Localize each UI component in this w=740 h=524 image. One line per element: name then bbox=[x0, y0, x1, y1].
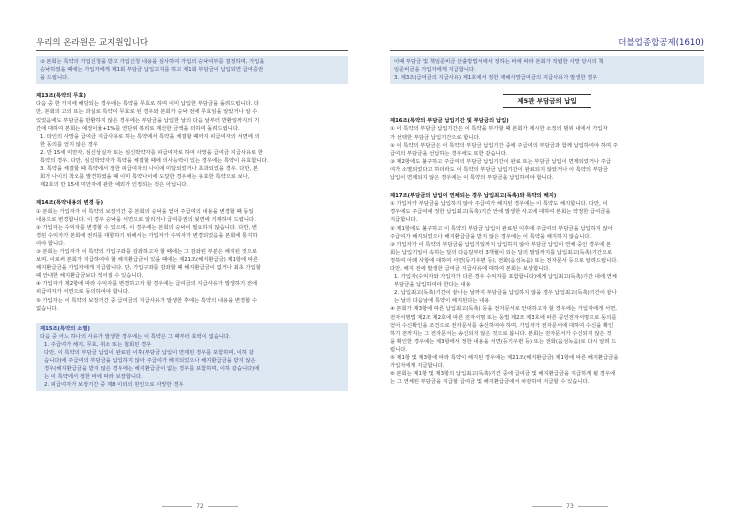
list-item: 1. 주급여가 해지, 무효, 취소 또는 철회된 경우 bbox=[44, 341, 152, 348]
text-line: 다음 중 어느 하나의 사유가 발생한 경우에는 이 특약은 그 때부터 효력이 없습니다. bbox=[40, 333, 231, 340]
page-number-text: 73 bbox=[566, 503, 574, 510]
text-line: 경우에도 주급여에 정한 납입최고(독촉)기간 안에 발생한 사고에 대하여 본회는 약정한 급여금을 bbox=[390, 209, 611, 216]
text-line: ③ 제2항에도 불구하고 주급여의 부담금 납입기간이 완료 또는 부담금 납입이 면제되었거나 주급 bbox=[390, 158, 612, 165]
text-line: ⑤ 제1항 및 제3항에 따라 특약이 해지된 경우에는 제21조(해지환급금) 제1항에 따른 해지환급금을 bbox=[390, 355, 619, 361]
text-line: 있었음에도 부담금을 반환하지 않은 경우에는 부담금을 납입한 날의 다음 날부터 반환일까지의 기 bbox=[36, 117, 260, 124]
text-line: ③ 가입자가 이 특약의 부담금을 납입기일까지 납입하지 않아 부담금 납입이 연체 중인 경우에 본 bbox=[390, 241, 612, 248]
text-line: ① 이 특약의 부담금 납입기간은 이 특약을 부가할 때 본회가 제시한 소정의 범위 내에서 가입자 bbox=[390, 126, 608, 133]
right-note-box bbox=[390, 56, 704, 84]
text-line: 을 확인한 경우에는 제3항에서 정한 내용을 서면(등기우편 등) 또는 전화(음성녹음)로 다시 알려 드 bbox=[390, 338, 617, 345]
right-page-header: 더블업종합공제(1610) bbox=[618, 38, 704, 48]
text-line: 지급합니다. bbox=[390, 217, 418, 224]
text-line: ⑤ 가입자는 이 특약의 보장기간 중 급여금의 지급사유가 발생한 후에는 특약의 내용을 변경할 수 bbox=[36, 297, 258, 304]
text-line: 회는 납입기일이 속하는 달의 다음달부터 3개월이 되는 달의 말일까지를 납입최고(독촉)기간으로 bbox=[390, 249, 613, 256]
text-line: 납입이 면제되지 않은 경우에는 이 특약의 부담금을 납입하여야 합니다. bbox=[390, 175, 554, 182]
article-16-title: 제16조(특약의 부담금 납입기간 및 부담금의 납입) bbox=[390, 118, 509, 125]
text-line: 임준비금을 가입자에게 지급합니다. bbox=[394, 67, 476, 74]
text-line: 립니다. bbox=[390, 346, 408, 353]
left-page-header: 우리의 온라원은 교지원입니다 bbox=[36, 38, 149, 48]
text-line: ③ 본회는 가입자가 이 특약의 가입구좌를 감좌하고자 할 때에는 그 감좌된 부분은 해지된 것으로 bbox=[36, 248, 258, 255]
text-line: ② 제1항에도 불구하고 이 특약의 부담금 납입이 완료된 이후에 주급여의 부담금을 납입하지 않아 bbox=[390, 225, 613, 232]
text-line: 간에 대하여 본회는 예정이율+1%를 연단위 복리로 계산한 금액을 더하여 돌려드립니다. bbox=[36, 125, 240, 132]
list-item: 1. 가입자(수익자와 가입자가 다른 경우 수익자를 포함합니다)에게 납입최고(독촉)기간 내에 연체 bbox=[394, 274, 617, 281]
list-item: 3. 특약을 체결할 때 특약에서 정한 피급여자의 나이에 미달되었거나 초과되었을 경우. 다만, 본 bbox=[40, 166, 258, 173]
text-line: 을 드립니다. bbox=[40, 75, 69, 82]
text-line: 때 안내한 해지환급금보다 적어질 수 있습니다. bbox=[36, 273, 144, 280]
text-line: 보며, 이로써 본회가 지급하여야 할 해지환급금이 있을 때에는 제21조(해지환급금) 제1항에 따른 bbox=[36, 257, 259, 264]
left-note-box bbox=[36, 56, 348, 84]
text-line: ② 이 특약의 부담금은 이 특약의 부담금 납입기간 중에 주급여의 부담금과 함께 납입하여야 하며 주 bbox=[390, 142, 618, 149]
text-line: 하기 전까지는 그 전자문서는 송신되지 않은 것으로 봅니다. 본회는 전자문서가 수신되지 않은 것 bbox=[390, 330, 612, 337]
text-line: 없습니다. bbox=[36, 305, 59, 312]
article-13-title: 제13조(특약의 무효) bbox=[36, 93, 86, 100]
text-line: 다만, 해지 전에 발생한 급여금 지급사유에 대하여 본회는 보상합니다. bbox=[390, 265, 551, 272]
section-title bbox=[390, 94, 704, 108]
text-line: 여가 소멸되었다고 하더라도 이 특약의 부담금 납입기간이 완료되지 않았거나 이 특약의 부담금 bbox=[390, 166, 609, 173]
text-line: ④ 가입자가 제2항에 따라 수익자를 변경하고자 할 경우에는 급여금의 지급사유가 발생하기 전에 bbox=[36, 281, 258, 288]
text-line: 가 선택한 부담금 납입기간으로 합니다. bbox=[390, 134, 481, 141]
text-line: ① 본회는 가입자가 이 특약의 보장기간 중 본회의 승낙을 얻어 주급여의 내용을 변경할 때 동일 bbox=[36, 208, 254, 215]
right-header-rule bbox=[390, 50, 704, 51]
right-page bbox=[370, 0, 740, 524]
list-item: 는 날의 다음날에 특약이 해지된다는 내용 bbox=[394, 298, 490, 305]
text-line: 다음 중 한 가지에 해당되는 경우에는 특약을 무효로 하며 이미 납입한 부담금을 돌려드립니다. 다 bbox=[36, 101, 260, 108]
text-line: 내용으로 변경합니다. 이 경우 승낙을 서면으로 알리거나 급여증권의 뒷면에 기재하여 드립니다. bbox=[36, 216, 256, 223]
article-14-title: 제14조(특약내용의 변경 등) bbox=[36, 200, 104, 207]
list-item: 회가 나이의 착오를 발견하였을 때 이미 특약나이에 도달한 경우에는 유효한 특약으로 보나, bbox=[40, 174, 250, 181]
left-page-content bbox=[36, 56, 348, 391]
article-15-title: 제15조(특약의 소멸) bbox=[40, 325, 90, 332]
text-line: 전자서명법 제2조 제2호에 따른 전자서명 또는 동법 제2조 제3호에 따른 공인전자서명으로 동의를 bbox=[390, 314, 617, 321]
list-item: 부담금을 납입하여야 한다는 내용 bbox=[394, 282, 471, 289]
list-item: 는 이 특약에서 정한 바에 따라 보장합니다. bbox=[44, 374, 143, 381]
text-line: 해지환급금을 가입자에게 지급합니다. 단, 가입구좌를 감좌할 때 해지환급금이 없거나 최초 가입할 bbox=[36, 265, 261, 272]
text-line: 급여의 부담금을 선납하는 경우에도 또한 같습니다. bbox=[390, 150, 508, 157]
left-page-number bbox=[140, 503, 260, 510]
list-item: 습니다)에 주급여의 부담금을 납입하지 않아 주급여가 해지되었으나 해지환급금을 받지 않은 bbox=[44, 358, 256, 365]
text-line: 만, 본회의 고의 또는 과실로 특약이 무효로 된 경우와 본회가 승낙 전에 무효임을 알았거나 알 수 bbox=[36, 109, 258, 116]
page-number-text: 72 bbox=[196, 503, 204, 510]
article-15-box bbox=[36, 323, 348, 392]
list-item: 특약의 경우. 다만, 심신박약자가 특약을 체결할 때에 의사능력이 있는 경우에는 특약이 유효합니다. bbox=[40, 158, 269, 165]
list-item: 경우(해지환급금을 받지 않은 경우에는 해지환급금이 없는 경우를 포함하며, 이하 같습니다)에 bbox=[44, 366, 260, 373]
text-line: 이때 부담금 및 책임준비금 산출방법서에서 정하는 바에 따라 본회가 적립한 사망 당시의 책 bbox=[394, 59, 604, 65]
text-line: ① 가입자가 부담금을 납입하지 않아 주급여가 해지된 경우에는 이 특약도 해지합니다. 다만, 이 bbox=[390, 201, 608, 208]
text-line: 피급여자가 서면으로 동의하여야 합니다. bbox=[36, 289, 130, 296]
list-item: 2. 만 15세 미만자, 심신상실자 또는 심신박약자를 피급여자로 하여 사망을 급여금 지급사유로 한 bbox=[40, 149, 264, 156]
text-line: 얻어 수신확인을 조건으로 전자문서를 송신하여야 하며, 가입자가 전자문서에 대하여 수신을 확인 bbox=[390, 322, 614, 329]
list-item: 1. 타인의 사망을 급여금 지급사유로 하는 특약에서 특약을 체결할 때까지 피급여자의 서면에 의 bbox=[40, 133, 260, 140]
text-line: ④ 본회가 제3항에 따른 납입최고(독촉) 등을 전자문서로 안내하고자 할 경우에는 가입자에게 서면, bbox=[390, 306, 617, 313]
list-item: 2. 납입최고(독촉)기간이 끝나는 날까지 부담금을 납입하지 않을 경우 납입최고(독촉)기간이 끝나 bbox=[394, 290, 617, 297]
text-line: 정하여 아래 사항에 대하여 서면(등기우편 등), 전화(음성녹음) 또는 전자문서 등으로 알려드립니다. bbox=[390, 257, 619, 264]
text-line: ⑥ 본회는 제1항 및 제3항의 납입최고(독촉)기간 중에 급여금 및 해지환급금을 지급하게 될 경우에 bbox=[390, 371, 616, 378]
text-line: ② 가입자는 수익자를 변경할 수 있으며, 이 경우에는 본회의 승낙이 필요하지 않습니다. 다만, 변 bbox=[36, 224, 258, 231]
text-line: 여야 합니다. bbox=[36, 240, 65, 247]
right-page-content bbox=[390, 56, 704, 386]
text-line: 주급여가 해지되었으나 해지환급금을 받지 않은 경우에는 이 특약을 해지하지 않습니다. bbox=[390, 233, 592, 240]
text-line: 승낙하였을 때에는 가입자에게 제1회 부담금 납입고지를 하고 제1회 부담금이 납입되면 급여증권 bbox=[40, 67, 264, 74]
text-line: 가입자에게 지급합니다. bbox=[390, 363, 445, 370]
text-line: 는 그 연체된 부담금을 지급할 급여금 및 해지환급금에서 차감하여 지급할 수 있습니다. bbox=[390, 379, 590, 386]
text-line: 경된 수익자가 본회에 권리를 대항하기 위해서는 가입자가 수익자가 변경되었음을 본회에 통지하 bbox=[36, 232, 258, 239]
list-item: 한 동의를 얻지 않은 경우 bbox=[40, 141, 98, 148]
list-item: 다만, 이 특약의 부담금 납입이 완료된 이후(부담금 납입이 면제된 경우를 포함하며, 이하 같 bbox=[44, 350, 254, 356]
section-title-text: 제5관 부담금의 납입 bbox=[503, 94, 590, 108]
list-item: 제2호의 만 15세 미만자에 관한 예외가 인정되는 것은 아닙니다. bbox=[40, 182, 189, 189]
text-line: 3. 제3조(급여금의 지급사유) 제1호에서 정한 재해사망급여금의 지급사유가 발생한 경우 bbox=[394, 75, 598, 82]
list-item: 2. 피급여자가 보장기간 중 제8 이외의 원인으로 사망한 경우 bbox=[44, 382, 184, 389]
article-17-title: 제17조(부담금의 납입이 연체되는 경우 납입최고(독촉)와 특약의 해지) bbox=[390, 193, 557, 200]
right-page-number bbox=[510, 503, 630, 510]
left-header-rule bbox=[36, 50, 348, 51]
text-line: ③ 본회는 특약의 가입신청을 받고 가입신청 내용을 심사하여 가입의 승낙여부를 결정하며, 가입을 bbox=[40, 59, 265, 65]
